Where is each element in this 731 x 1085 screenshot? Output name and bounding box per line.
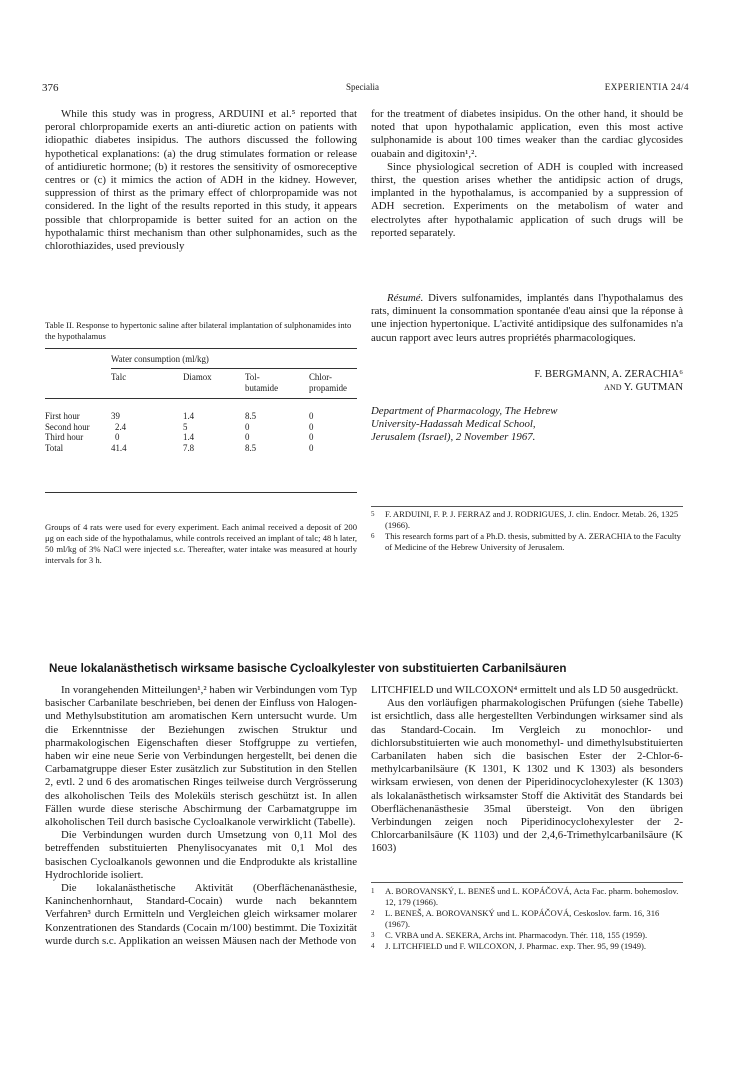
reference-text: A. BOROVANSKÝ, L. BENEŠ und L. KOPÁČOVÁ, Acta Fac. pharm. bohemoslov. 12, 179 (1966). (385, 886, 679, 907)
column-header: Tol- butamide (245, 372, 279, 393)
reference-mark: 3 (371, 931, 375, 939)
table-row (45, 443, 357, 454)
table-cell: 8.5 (245, 411, 257, 421)
column-header: Talc (111, 372, 127, 382)
table-row (45, 422, 357, 433)
authors (371, 368, 683, 394)
journal-reference: EXPERIENTIA 24/4 (604, 82, 689, 92)
table-cell: 7.8 (183, 442, 195, 453)
reference-item (371, 886, 683, 908)
authors-line: F. BERGMANN, A. ZERACHIA⁶ (534, 368, 683, 380)
reference-mark: 6 (371, 532, 375, 540)
paragraph: In vorangehenden Mitteilungen¹,² haben wir Verbindungen vom Typ basischer Carbanilate beschrieben, bei denen der Einfluss von Halogen- und Methylsubstitution am aromatischen Kern untersucht wurde. Um die Erkenntnisse der Beziehungen zwischen Struktur und pharmakologischen Eigenschaften dieser Stoffgruppe zu vertiefen, haben wir eine neue Serie von Verbindungen hergestellt, bei denen die Carbamatgruppe dieser Ester zusätzlich zur Substitution in den Stellen 2, evtl. 2 und 6 des aromatischen Ringes teilweise durch Vergrösserung des alkoholischen Teils des Moleküls sterisch geschützt ist. In allen Fällen wurde diese sterische Abschirmung der Carbamatgruppe im alkoholischen Teil durch basische Cycloalkanole verwirklicht (Tabelle). (45, 684, 357, 829)
english-right-column (371, 108, 683, 240)
resume-section (371, 292, 683, 345)
reference-text: F. ARDUINI, F. P. J. FERRAZ and J. RODRIGUES, J. clin. Endocr. Metab. 26, 1325 (1966). (385, 509, 679, 530)
table-body (45, 411, 357, 453)
table-cell: 0 (309, 421, 314, 432)
reference-mark: 4 (371, 942, 375, 950)
table-cell: 2.4 (115, 421, 127, 432)
table-cell: 0 (309, 411, 314, 421)
authors-line: and Y. GUTMAN (604, 381, 683, 394)
table-cell: 0 (245, 421, 250, 432)
table-footnote: Groups of 4 rats were used for every experiment. Each animal received a deposit of 200 μg on each side of the hypothalamus, while controls received an implant of talc; 48 h later, 50 ml/kg of 3% NaCl were injected s.c. Thereafter, water intake was measured at hourly intervals for 3 h. (45, 522, 357, 565)
row-label: Second hour (45, 421, 90, 432)
reference-text: C. VRBA und A. SEKERA, Archs int. Pharmacodyn. Thér. 118, 155 (1959). (385, 930, 648, 940)
paragraph: Since physiological secretion of ADH is coupled with increased thirst, the question arises whether the antidipsic action of drugs, implanted in the hypothalamus, is accompanied by a suppression of ADH secretion. Experiments on the metabolism of water and electrolytes after hypothalamic application of such drugs will be reported separately. (371, 160, 683, 239)
table-cell: 1.4 (183, 411, 195, 421)
paragraph: While this study was in progress, ARDUINI et al.⁵ reported that peroral chlorpropamide exerts an anti-diuretic action on patients with idiopathic diabetes insipidus. The authors discussed the following hypothetical explanations: (a) the drug stimulates formation or release of antidiuretic hormone; (b) it restores the sensitivity of osmoreceptive centres or (c) it mimics the action of ADH in the kidney. However, suppression of thirst as the primary effect of chlorpropamide was not considered. In the light of the results reported in this study, it appears possible that chlorpropamide is better suited for an action on the hypothalamic thirst mechanism than other sulphonamides, such as the chlorothiazides, used previously (45, 108, 357, 253)
paragraph: LITCHFIELD und WILCOXON⁴ ermittelt und als LD 50 ausgedrückt. (371, 684, 679, 696)
resume-label: Résumé. (387, 292, 424, 304)
german-left-column (45, 684, 357, 948)
table-rule-top (45, 348, 357, 349)
table-rule-group (111, 368, 357, 369)
reference-item (371, 941, 683, 952)
table-cell: 39 (111, 411, 120, 421)
reference-item (371, 908, 683, 930)
english-left-column (45, 108, 357, 253)
journal-section: Specialia (346, 82, 379, 92)
reference-item (371, 930, 683, 941)
reference-item (371, 531, 683, 553)
article-title: Neue lokalanästhetisch wirksame basische Cycloalkylester von substituierten Carbanilsäuren (49, 662, 567, 675)
table-cell: 0 (309, 432, 314, 443)
german-reference-list (371, 882, 683, 952)
column-header: Chlor- propamide (309, 372, 347, 393)
paragraph: Die lokalanästhetische Aktivität (Oberflächenanästhesie, Kaninchenhornhaut, Standard-Cocain) wurde nach bekanntem Verfahren³ durch Ermitteln und Vergleichen gleich wirksamer molarer Konzentrationen des Standards (Cocain m/100) bestimmt. Die Toxizität wurde durch s.c. Applikation an weissen Mäusen nach der Methode von (45, 882, 357, 947)
affiliation-line: Jerusalem (Israel), 2 November 1967. (371, 431, 536, 444)
page-number: 376 (42, 82, 59, 94)
row-label: Total (45, 442, 64, 453)
table-row (45, 432, 357, 443)
table-row (45, 411, 357, 422)
german-right-column (371, 684, 683, 856)
table-block (45, 320, 357, 566)
table-cell: 5 (183, 421, 188, 432)
reference-text: L. BENEŠ, A. BOROVANSKÝ und L. KOPÁČOVÁ, Ceskoslov. farm. 16, 316 (1967). (385, 908, 660, 929)
data-table (45, 346, 357, 506)
row-label: First hour (45, 411, 80, 421)
paragraph: Aus den vorläufigen pharmakologischen Prüfungen (siehe Tabelle) ist ersichtlich, dass alle hergestellten Verbindungen wirksamer sind als das Standard-Cocain. Im Vergleich zu monochlor- und dichlorsubstituierten wie auch monomethyl- und dimethylsubstituierten Carbanilaten haben sich die basischen Ester der 2-Chlor-6-methylcarbanilsäure (K 1301, K 1302 und K 1303) als besonders wirksam erwiesen, von denen der Piperidinocyclohexylester (K 1303) als lokalanästhetisch wirksamster Stoff die Aktivität des Standards bei Oberflächenanästhesie 35mal übersteigt. Von den übrigen Verbindungen zeigen noch Piperidinocyclohexylester der 2-Chlorcarbanilsäure (K 1103) und der 2,4,6-Trimethylcarbanilsäure (K 1603) (371, 697, 683, 855)
table-cell: 41.4 (111, 442, 127, 453)
table-rule-bottom (45, 492, 357, 493)
table-cell: 0 (115, 432, 120, 443)
affiliation-line: University-Hadassah Medical School, (371, 418, 536, 431)
reference-item (371, 509, 683, 531)
table-caption: Table II. Response to hypertonic saline after bilateral implantation of sulphonamides into the hypothalamus (45, 320, 352, 341)
reference-mark: 5 (371, 510, 375, 518)
reference-text: This research forms part of a Ph.D. thesis, submitted by A. ZERACHIA to the Faculty of Medicine of the Hebrew University of Jerusalem. (385, 531, 681, 552)
resume-text: Divers sulfonamides, implantés dans l'hypothalamus des rats, diminuent la consommation spontanée d'eau ainsi que la réponse à une injection hypertonique. L'activité antidipsique des sulfonamides n'a aucun rapport avec leurs autres propriétés pharmacologiques. (371, 292, 683, 344)
row-label: Third hour (45, 432, 84, 443)
affiliation-line: Department of Pharmacology, The Hebrew (371, 405, 558, 417)
reference-text: J. LITCHFIELD und F. WILCOXON, J. Pharmac. exp. Ther. 95, 99 (1949). (385, 941, 647, 951)
column-header: Diamox (183, 372, 212, 382)
paragraph: Die Verbindungen wurden durch Umsetzung von 0,11 Mol des betreffenden substituierten Phenylisocyanates mit 0,1 Mol des basischen Cycloalkanols gewonnen und die Endprodukte als kristalline Hydrochloride isoliert. (45, 829, 357, 881)
affiliation (371, 405, 683, 445)
reference-mark: 1 (371, 887, 375, 895)
table-rule-mid (45, 398, 357, 399)
reference-list (371, 506, 683, 553)
table-cell: 1.4 (183, 432, 195, 443)
table-group-header: Water consumption (ml/kg) (111, 354, 209, 364)
table-cell: 0 (309, 442, 314, 453)
table-cell: 0 (245, 432, 250, 443)
paragraph: for the treatment of diabetes insipidus. On the other hand, it should be noted that upon hypothalamic application, even this most active sulphonamide is about 100 times weaker than the cardiac glycosides ouabain and digitoxin¹,². (371, 108, 683, 160)
table-cell: 8.5 (245, 442, 257, 453)
reference-mark: 2 (371, 909, 375, 917)
